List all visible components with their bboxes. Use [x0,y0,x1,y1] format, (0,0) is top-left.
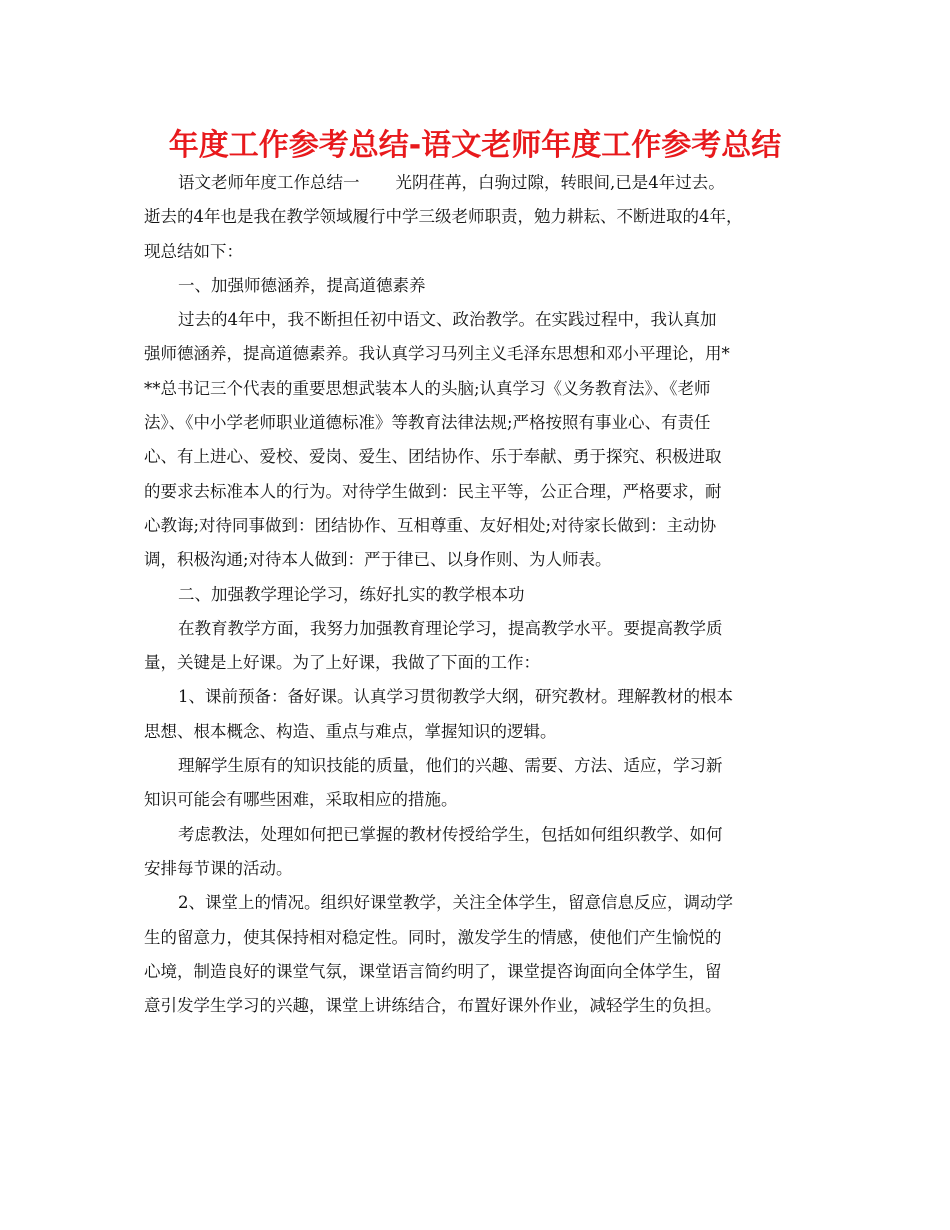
paragraph-line: 逝去的4年也是我在教学领域履行中学三级老师职责，勉力耕耘、不断进取的4年， [144,207,743,227]
paragraph-line: 过去的4年中，我不断担任初中语文、政治教学。在实践过程中，我认真加 [178,310,717,330]
paragraph-line: 理解学生原有的知识技能的质量，他们的兴趣、需要、方法、适应，学习新 [178,756,723,776]
paragraph-line: 心、有上进心、爱校、爱岗、爱生、团结协作、乐于奉献、勇于探究、积极进取 [144,447,722,467]
paragraph-line: 心教诲;对待同事做到：团结协作、互相尊重、友好相处;对待家长做到：主动协 [144,515,717,535]
section-heading: 一、加强师德涵养，提高道德素养 [178,275,426,295]
paragraph-line: 安排每节课的活动。 [144,858,293,878]
paragraph-line: **总书记三个代表的重要思想武装本人的头脑;认真学习《义务教育法》、《老师 [144,378,711,398]
paragraph-line [144,166,814,200]
paragraph-line: 量，关键是上好课。为了上好课，我做了下面的工作： [144,653,540,673]
paragraph-line: 现总结如下： [144,241,243,261]
paragraph-line: 意引发学生学习的兴趣，课堂上讲练结合，布置好课外作业，减轻学生的负担。 [144,996,722,1016]
paragraph-line: 2、课堂上的情况。组织好课堂教学，关注全体学生，留意信息反应，调动学 [178,893,733,913]
paragraph-line: 心境，制造良好的课堂气氛，课堂语言简约明了，课堂提咨询面向全体学生，留 [144,961,722,981]
paragraph-line: 考虑教法，处理如何把已掌握的教材传授给学生，包括如何组织教学、如何 [178,824,723,844]
section-heading: 二、加强教学理论学习，练好扎实的教学根本功 [178,584,525,604]
paragraph-line-part: 语文老师年度工作总结一 [178,173,360,192]
paragraph-line: 知识可能会有哪些困难，采取相应的措施。 [144,790,458,810]
paragraph-line: 调，积极沟通;对待本人做到：严于律已、以身作则、为人师表。 [144,550,612,570]
paragraph-line: 法》、《中小学老师职业道德标准》等教育法律法规;严格按照有事业心、有责任 [144,413,711,433]
document-title: 年度工作参考总结-语文老师年度工作参考总结 [168,128,782,163]
paragraph-line: 1、课前预备：备好课。认真学习贯彻教学大纲，研究教材。理解教材的根本 [178,687,733,707]
document-body [144,166,814,1023]
paragraph-line: 的要求去标准本人的行为。对待学生做到：民主平等，公正合理，严格要求，耐 [144,481,722,501]
paragraph-line: 在教育教学方面，我努力加强教育理论学习，提高教学水平。要提高教学质 [178,618,723,638]
paragraph-line: 强师德涵养，提高道德素养。我认真学习马列主义毛泽东思想和邓小平理论，用* [144,344,730,364]
paragraph-line: 生的留意力，使其保持相对稳定性。同时，激发学生的情感，使他们产生愉悦的 [144,927,722,947]
paragraph-line: 思想、根本概念、构造、重点与难点，掌握知识的逻辑。 [144,721,557,741]
paragraph-line-part: 光阴荏苒，白驹过隙，转眼间,已是4年过去。 [395,173,725,192]
